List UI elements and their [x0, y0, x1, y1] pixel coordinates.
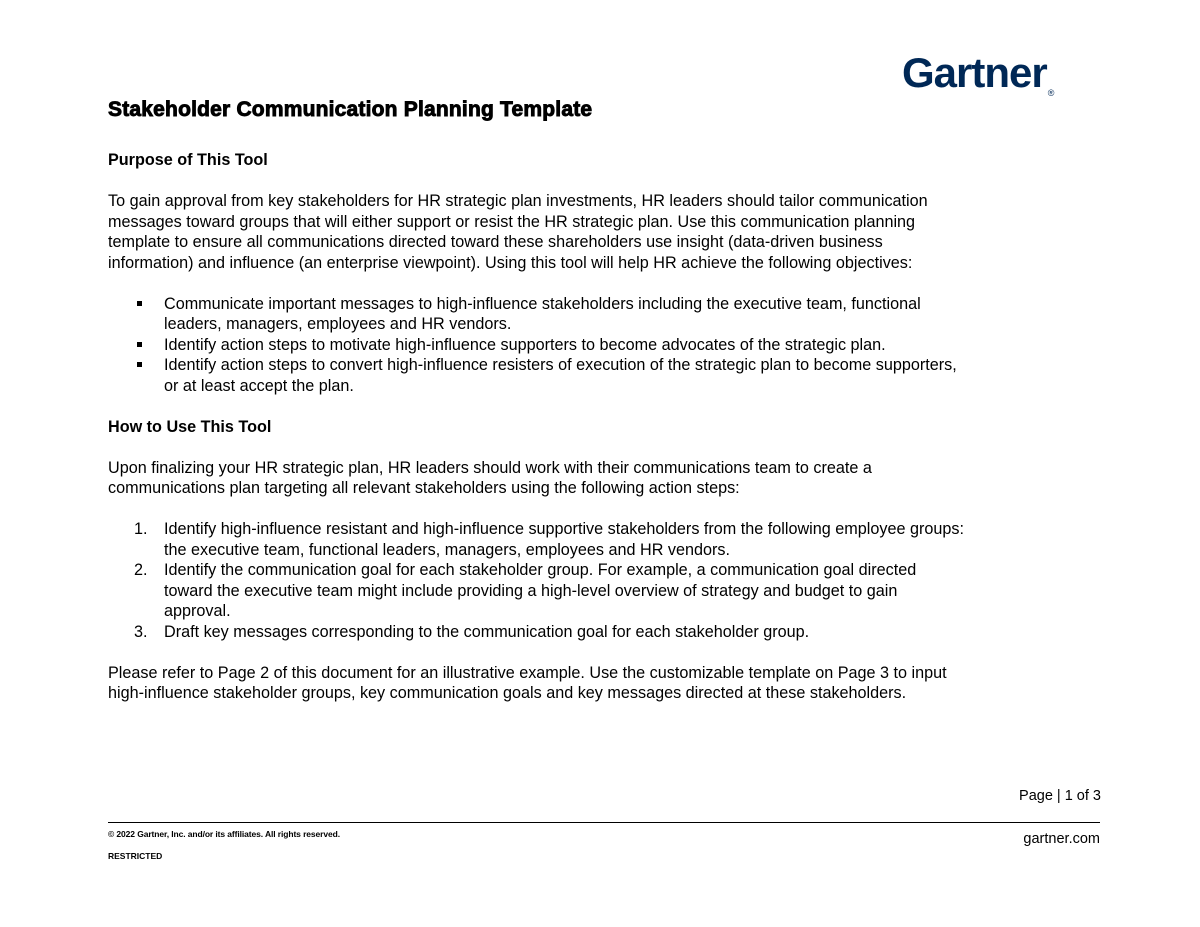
text-line: Upon finalizing your HR strategic plan, HR leaders should work with their communications team to create a [108, 458, 872, 477]
text-line: To gain approval from key stakeholders for HR strategic plan investments, HR leaders should tailor communication [108, 192, 928, 210]
website-link[interactable]: gartner.com [1023, 831, 1100, 847]
square-bullet-icon [137, 301, 142, 306]
copyright-notice: © 2022 Gartner, Inc. and/or its affiliates. All rights reserved. [108, 829, 340, 839]
registered-mark: ® [1047, 88, 1055, 99]
text-line: communications plan targeting all relevant stakeholders using the following action steps: [108, 479, 740, 497]
text-line: leaders, managers, employees and HR vendors. [164, 315, 512, 333]
how-to-intro [108, 458, 1068, 499]
text-line: messages toward groups that will either support or resist the HR strategic plan. Use this communication planning [108, 212, 916, 231]
text-line: Identify high-influence resistant and high-influence supportive stakeholders from the following employee groups: [164, 520, 964, 538]
purpose-intro [108, 191, 1068, 273]
logo-text: Gartner [902, 49, 1047, 96]
objectives-list [108, 294, 1068, 397]
text-line: Identify action steps to convert high-influence resisters of execution of the strategic plan to become supporters, [164, 356, 957, 374]
document-body [108, 150, 1068, 704]
list-item [108, 622, 1068, 643]
classification-label: RESTRICTED [108, 851, 163, 861]
list-item [108, 294, 1068, 335]
action-steps-list [108, 519, 1068, 642]
text-line: Identify action steps to motivate high-influence supporters to become advocates of the strategic plan. [164, 335, 886, 354]
page-number: Page | 1 of 3 [1019, 788, 1101, 804]
list-item [108, 560, 1068, 622]
document-title: Stakeholder Communication Planning Template [108, 98, 593, 121]
text-line: Identify the communication goal for each stakeholder group. For example, a communication goal directed [164, 561, 917, 579]
list-item [108, 519, 1068, 560]
text-line: approval. [164, 602, 231, 620]
text-line: information) and influence (an enterprise viewpoint). Using this tool will help HR achieve the following objectives: [108, 253, 913, 272]
text-line: Please refer to Page 2 of this document for an illustrative example. Use the customizable template on Page 3 to input [108, 663, 947, 682]
text-line: or at least accept the plan. [164, 376, 354, 395]
text-line: high-influence stakeholder groups, key communication goals and key messages directed at these stakeholders. [108, 684, 907, 702]
footer-divider [108, 822, 1100, 823]
text-line: Draft key messages corresponding to the communication goal for each stakeholder group. [164, 622, 810, 641]
square-bullet-icon [137, 342, 142, 347]
square-bullet-icon [137, 362, 142, 367]
text-line: template to ensure all communications directed toward these shareholders use insight (data-driven business [108, 233, 883, 251]
list-item [108, 355, 1068, 396]
text-line: the executive team, functional leaders, managers, employees and HR vendors. [164, 540, 730, 559]
list-item [108, 335, 1068, 356]
step-number: 3. [134, 622, 148, 641]
purpose-heading: Purpose of This Tool [108, 151, 268, 169]
how-to-heading: How to Use This Tool [108, 417, 272, 436]
step-number: 1. [134, 520, 148, 538]
closing-paragraph [108, 663, 1068, 704]
text-line: toward the executive team might include providing a high-level overview of strategy and budget to gain [164, 581, 898, 600]
text-line: Communicate important messages to high-influence stakeholders including the executive team, functional [164, 294, 921, 313]
step-number: 2. [134, 561, 148, 579]
gartner-logo [902, 49, 1055, 99]
